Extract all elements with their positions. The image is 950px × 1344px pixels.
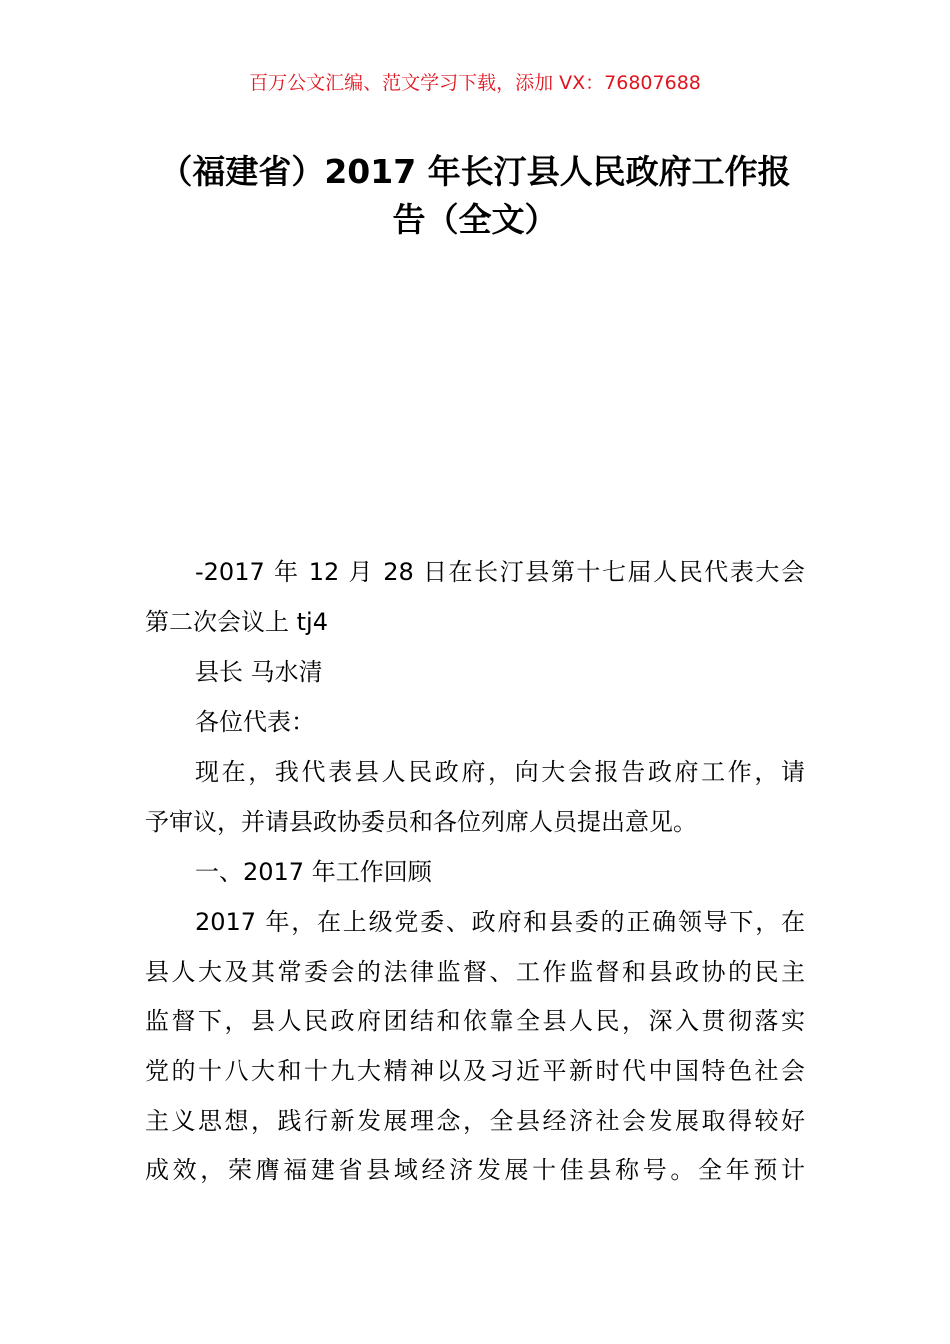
body-line: 监督下，县人民政府团结和依靠全县人民，深入贯彻落实 [145, 1007, 805, 1035]
body-line: 成效，荣膺福建省县域经济发展十佳县称号。全年预计 [145, 1156, 805, 1184]
document-title-line-1: （福建省）2017 年长汀县人民政府工作报 [159, 152, 791, 191]
document-title-line-2: 告（全文） [392, 200, 558, 239]
body-line: 第二次会议上 tj4 [145, 608, 328, 636]
body-line: 各位代表： [195, 708, 315, 736]
body-line: 予审议，并请县政协委员和各位列席人员提出意见。 [145, 808, 697, 836]
body-line: 主义思想，践行新发展理念，全县经济社会发展取得较好 [145, 1107, 805, 1135]
body-line: -2017 年 12 月 28 日在长汀县第十七届人民代表大会 [195, 558, 805, 586]
body-line: 县人大及其常委会的法律监督、工作监督和县政协的民主 [145, 958, 805, 986]
body-line: 2017 年，在上级党委、政府和县委的正确领导下，在 [195, 908, 805, 936]
section-heading: 一、2017 年工作回顾 [195, 858, 432, 886]
body-line: 现在，我代表县人民政府，向大会报告政府工作，请 [195, 758, 805, 786]
body-line: 党的十八大和十九大精神以及习近平新时代中国特色社会 [145, 1057, 805, 1085]
body-line: 县长 马水清 [195, 658, 323, 686]
watermark-header: 百万公文汇编、范文学习下载，添加 VX：76807688 [249, 72, 701, 94]
